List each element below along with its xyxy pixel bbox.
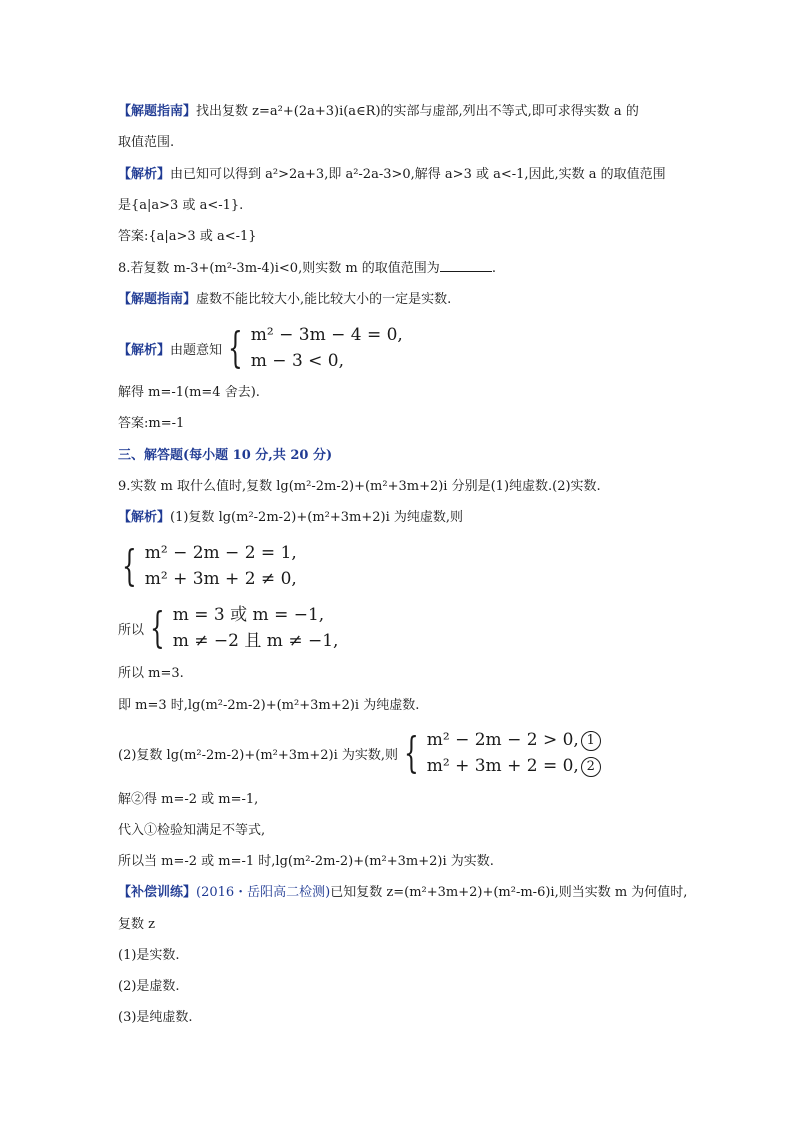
solution-8: 解得 m=-1(m=4 舍去). — [118, 385, 260, 400]
system-1 — [116, 540, 297, 592]
extra-source: (2016・岳阳高二检测) — [196, 885, 331, 900]
so-m-3: 所以 m=3. — [118, 666, 184, 681]
real-conclusion: 所以当 m=-2 或 m=-1 时,lg(m²-2m-2)+(m²+3m+2)i 为实数. — [118, 854, 494, 869]
question-9: 9.实数 m 取什么值时,复数 lg(m²-2m-2)+(m²+3m+2)i 分别是(1)纯虚数.(2)实数. — [118, 479, 601, 494]
equation-1: m = 3 或 m = −1, — [172, 605, 325, 625]
answer-blank — [440, 259, 492, 272]
extra-item-2: (2)是虚数. — [118, 979, 180, 994]
equation-1: m² − 3m − 4 = 0, — [250, 325, 403, 345]
solve-2: 解②得 m=-2 或 m=-1, — [118, 792, 259, 807]
guide-text: 找出复数 z=a²+(2a+3)i(a∈R)的实部与虚部,列出不等式,即可求得实数 a 的 — [196, 104, 639, 119]
left-brace: { — [150, 603, 165, 652]
answer-8: 答案:m=-1 — [118, 416, 185, 431]
equation-2: m² + 3m + 2 ≠ 0, — [144, 569, 297, 589]
equation-system-1 — [145, 540, 297, 592]
extra-training — [118, 884, 687, 902]
equation-system-2 — [173, 602, 339, 654]
analysis-9-text: (1)复数 lg(m²-2m-2)+(m²+3m+2)i 为纯虚数,则 — [170, 510, 464, 525]
left-brace: { — [404, 728, 419, 777]
extra-item-3: (3)是纯虚数. — [118, 1010, 193, 1025]
analysis-8-tag: 【解析】 — [118, 342, 171, 358]
question-8-text: 8.若复数 m-3+(m²-3m-4)i<0,则实数 m 的取值范围为 — [118, 261, 440, 276]
left-brace: { — [228, 323, 243, 372]
analysis-text: 由已知可以得到 a²>2a+3,即 a²-2a-3>0,解得 a>3 或 a<-1,因此,实数 a 的取值范围 — [170, 167, 666, 182]
equation-1 — [427, 727, 601, 753]
extra-line-2: 复数 z — [118, 917, 155, 932]
circled-number-2: 2 — [581, 757, 601, 777]
analysis-8 — [118, 322, 403, 374]
equation-1-text: m² − 2m − 2 > 0, — [426, 730, 579, 750]
so-prefix: 所以 — [118, 622, 145, 638]
section-heading: 三、解答题(每小题 10 分,共 20 分) — [118, 448, 333, 463]
analysis-8-text: 由题意知 — [170, 342, 223, 358]
pure-imaginary-conclusion: 即 m=3 时,lg(m²-2m-2)+(m²+3m+2)i 为纯虚数. — [118, 698, 420, 713]
guide-8-tag: 【解题指南】 — [118, 292, 197, 307]
equation-system-8 — [251, 322, 403, 374]
guide-8-text: 虚数不能比较大小,能比较大小的一定是实数. — [196, 292, 452, 307]
answer-7: 答案:{a|a>3 或 a<-1} — [118, 229, 257, 244]
guide-tag: 【解题指南】 — [118, 104, 197, 119]
circled-number-1: 1 — [581, 731, 601, 751]
left-brace: { — [122, 541, 137, 590]
system-2 — [118, 602, 338, 654]
equation-system-3 — [427, 727, 601, 779]
substitute-check: 代入①检验知满足不等式, — [118, 823, 266, 838]
equation-1: m² − 2m − 2 = 1, — [144, 543, 297, 563]
equation-2 — [427, 753, 601, 779]
part-2-text: (2)复数 lg(m²-2m-2)+(m²+3m+2)i 为实数,则 — [118, 747, 399, 763]
guide-line-1 — [118, 103, 639, 121]
analysis-tag: 【解析】 — [118, 167, 171, 182]
analysis-line-1 — [118, 166, 666, 184]
guide-line-2: 取值范围. — [118, 135, 175, 150]
question-8-end: . — [491, 261, 496, 276]
extra-item-1: (1)是实数. — [118, 948, 180, 963]
system-3 — [118, 727, 601, 779]
analysis-line-2: 是{a|a>3 或 a<-1}. — [118, 198, 244, 213]
question-8 — [118, 259, 496, 278]
analysis-9 — [118, 509, 463, 527]
extra-text: 已知复数 z=(m²+3m+2)+(m²-m-6)i,则当实数 m 为何值时, — [330, 885, 688, 900]
guide-8 — [118, 291, 451, 309]
equation-2-text: m² + 3m + 2 = 0, — [426, 756, 579, 776]
equation-2: m ≠ −2 且 m ≠ −1, — [172, 631, 339, 651]
analysis-9-tag: 【解析】 — [118, 510, 171, 525]
extra-tag: 【补偿训练】 — [118, 885, 197, 900]
equation-2: m − 3 < 0, — [250, 351, 345, 371]
